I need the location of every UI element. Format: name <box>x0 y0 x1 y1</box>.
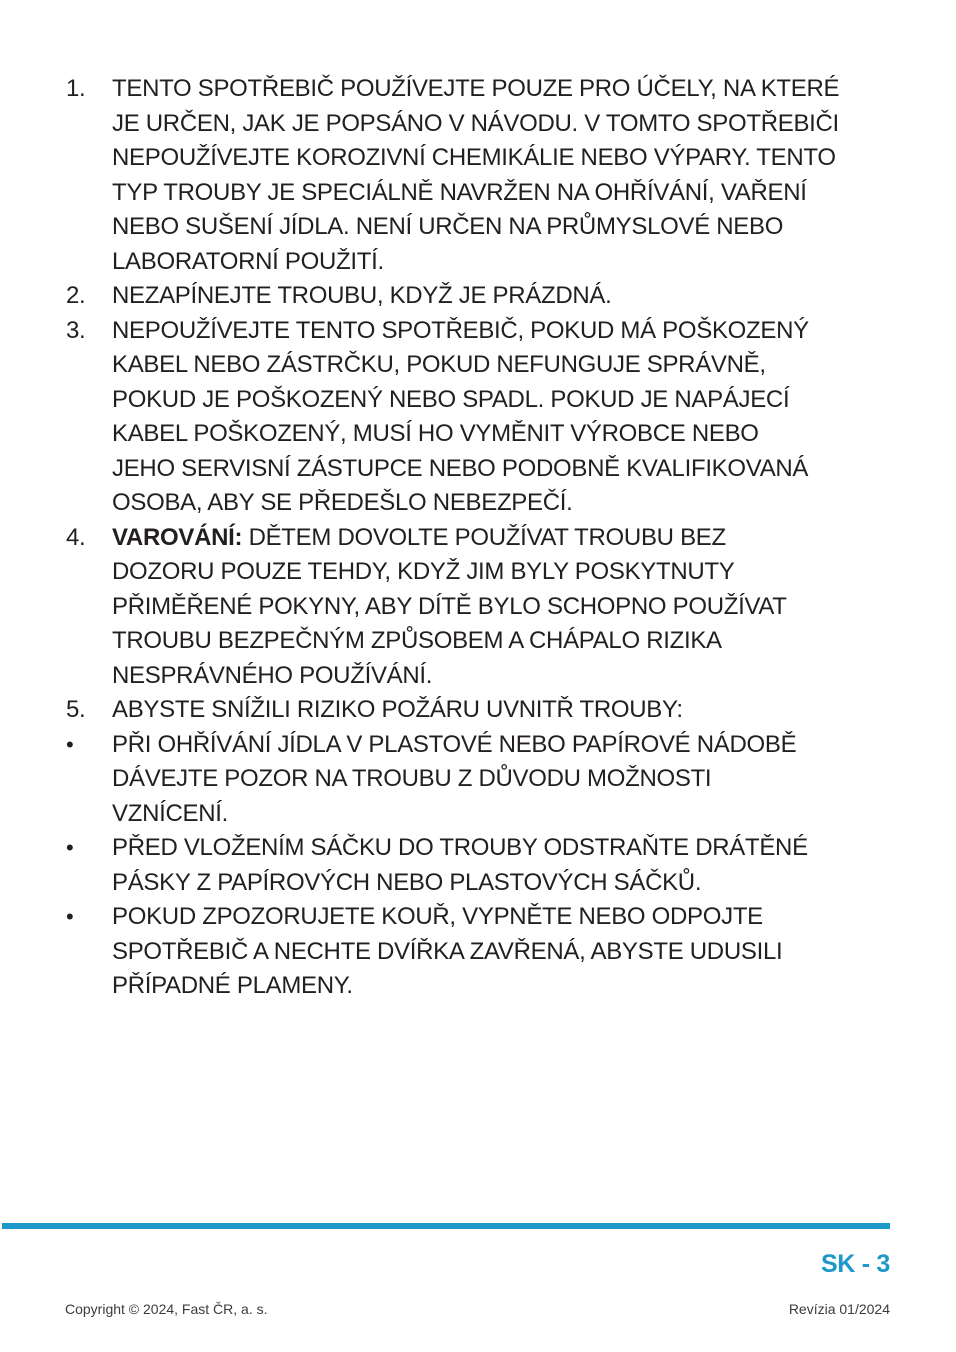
item-body-text: PŘI OHŘÍVÁNÍ JÍDLA V PLASTOVÉ NEBO PAPÍROVÉ NÁDOBĚ DÁVEJTE POZOR NA TROUBU Z DŮVODU MOŽNOSTI VZNÍCENÍ. <box>112 730 797 827</box>
item-body-text: POKUD ZPOZORUJETE KOUŘ, VYPNĚTE NEBO ODPOJTE SPOTŘEBIČ A NECHTE DVÍŘKA ZAVŘENÁ, ABYSTE UDUSILI PŘÍPADNÉ PLAMENY. <box>112 903 783 999</box>
item-number: 4. <box>66 523 86 551</box>
revision-text: Revízia 01/2024 <box>788 1301 890 1317</box>
copyright-text: Copyright © 2024, Fast ČR, a. s. <box>65 1301 268 1317</box>
footer-divider <box>2 1223 890 1229</box>
item-body-text: TENTO SPOTŘEBIČ POUŽÍVEJTE POUZE PRO ÚČELY, NA KTERÉ JE URČEN, JAK JE POPSÁNO V NÁVODU. V TOMTO SPOTŘEBIČI NEPOUŽÍVEJTE KOROZIVNÍ CHEMIKÁLIE NEBO VÝPARY. TENTO TYP TROUBY JE SPECIÁLNĚ NAVRŽEN NA OHŘÍVÁNÍ, VAŘENÍ NEBO SUŠENÍ JÍDLA. NENÍ URČEN NA PRŮMYSLOVÉ NEBO LABORATORNÍ POUŽITÍ. <box>112 75 840 275</box>
bullet-item-3 <box>66 900 902 1004</box>
item-number: 3. <box>66 316 86 344</box>
warning-label: VAROVÁNÍ: <box>112 523 243 551</box>
item-text <box>112 314 902 521</box>
item-text <box>112 831 902 900</box>
item-number: 5. <box>66 696 86 723</box>
numbered-item-1 <box>66 72 902 279</box>
safety-instructions-list <box>66 72 902 1004</box>
bullet-item-2 <box>66 831 902 900</box>
item-text <box>112 72 902 279</box>
item-body-text: PŘED VLOŽENÍM SÁČKU DO TROUBY ODSTRAŇTE DRÁTĚNÉ PÁSKY Z PAPÍROVÝCH NEBO PLASTOVÝCH SÁČKŮ. <box>112 834 808 896</box>
item-text <box>112 279 902 314</box>
item-number: 1. <box>66 75 86 102</box>
item-text <box>112 521 902 694</box>
item-body-text: DĚTEM DOVOLTE POUŽÍVAT TROUBU BEZ DOZORU POUZE TEHDY, KDYŽ JIM BYLY POSKYTNUTY PŘIMĚŘENÉ POKYNY, ABY DÍTĚ BYLO SCHOPNO POUŽÍVAT TROUBU BEZPEČNÝM ZPŮSOBEM A CHÁPALO RIZIKA NESPRÁVNÉHO POUŽÍVÁNÍ. <box>112 523 787 689</box>
bullet-icon: • <box>66 731 74 757</box>
item-body-text: ABYSTE SNÍŽILI RIZIKO POŽÁRU UVNITŘ TROUBY: <box>112 696 683 723</box>
page-number: SK - 3 <box>820 1250 890 1278</box>
bullet-icon: • <box>66 835 74 860</box>
item-text <box>112 728 902 832</box>
item-body-text: NEZAPÍNEJTE TROUBU, KDYŽ JE PRÁZDNÁ. <box>112 282 612 309</box>
numbered-item-5 <box>66 693 902 728</box>
bullet-item-1 <box>66 728 902 832</box>
item-text <box>112 900 902 1004</box>
bullet-icon: • <box>66 904 74 929</box>
item-number: 2. <box>66 282 86 309</box>
item-text <box>112 693 902 728</box>
item-body-text: NEPOUŽÍVEJTE TENTO SPOTŘEBIČ, POKUD MÁ POŠKOZENÝ KABEL NEBO ZÁSTRČKU, POKUD NEFUNGUJE SPRÁVNĚ, POKUD JE POŠKOZENÝ NEBO SPADL. POKUD JE NAPÁJECÍ KABEL POŠKOZENÝ, MUSÍ HO VYMĚNIT VÝROBCE NEBO JEHO SERVISNÍ ZÁSTUPCE NEBO PODOBNĚ KVALIFIKOVANÁ OSOBA, ABY SE PŘEDEŠLO NEBEZPEČÍ. <box>112 316 809 516</box>
numbered-item-3 <box>66 314 902 521</box>
numbered-item-2 <box>66 279 902 314</box>
numbered-item-4 <box>66 521 902 694</box>
